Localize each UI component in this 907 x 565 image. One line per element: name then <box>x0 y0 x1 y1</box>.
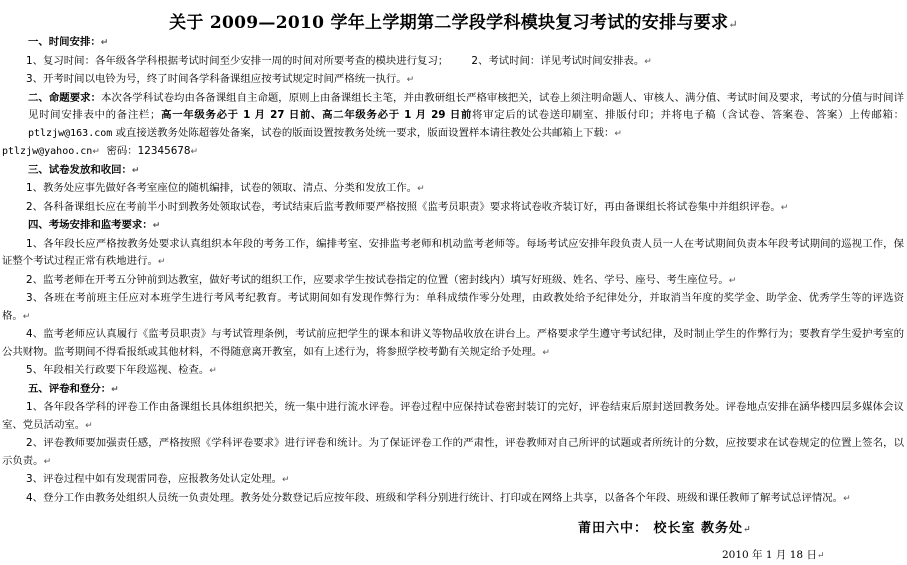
text-run: 2、监考老师在开考五分钟前到达教室，做好考试的组织工作，应要求学生按试卷指定的位置（密封线内）填写好班级、姓名、学号、座号、考生座位号。 <box>26 273 729 286</box>
paragraph-mark-icon: ↵ <box>728 275 737 286</box>
text-run: 将审定后的试卷送印刷室、排版付印；并将电子稿（含试卷、答案卷、答案）上传邮箱： <box>472 109 904 121</box>
section-heading-proposition: 二、命题要求： <box>28 91 102 104</box>
paragraph-mark-icon: ↵ <box>614 128 622 139</box>
paragraph-mark-icon: ↵ <box>281 475 290 485</box>
exam-room-line-2 <box>2 272 904 291</box>
paragraph-mark-icon: ↵ <box>22 311 31 322</box>
paragraph-mark-icon: ↵ <box>92 147 100 157</box>
paragraph-mark-icon: ↵ <box>728 18 738 31</box>
section-heading-papers <box>2 162 904 181</box>
paragraph-mark-icon: ↵ <box>157 257 166 267</box>
grading-line-4 <box>2 490 904 509</box>
text-run: 3、开考时间以电铃为号，终了时间各学科备课组应按考试规定时间严格统一执行。 <box>26 73 407 85</box>
section-heading-grading <box>2 381 904 400</box>
paragraph-mark-icon: ↵ <box>406 75 415 85</box>
text-run: 4、监考老师应认真履行《监考员职责》与考试管理条例，考试前应把学生的课本和讲义等物品收放在讲台上。严格要求学生遵守考试纪律，及时制止学生的作弊行为；要教育学生爱护考室的公共财物。监考期间不得看报纸或其他材料，不得随意离开教室，如有上述行为，将参照学校考勤有关规定给予处理。 <box>2 328 904 358</box>
exam-room-line-4 <box>2 326 904 362</box>
papers-line-1 <box>2 180 904 199</box>
document-date <box>722 547 825 562</box>
section-heading-time <box>2 34 904 53</box>
text-run: 2、考试时间：详见考试时间安排表。 <box>471 54 645 67</box>
paragraph-mark-icon: ↵ <box>100 38 109 48</box>
section-proposition <box>2 90 904 144</box>
grading-line-2 <box>2 435 904 471</box>
grading-line-1 <box>2 399 904 435</box>
email-link-163[interactable]: ptlzjw@163.com <box>28 127 113 139</box>
paragraph-mark-icon: ↵ <box>190 147 199 157</box>
text-run: 1、各年段长应严格按教务处要求认真组织本年段的考务工作，编排考室、安排监考老师和机动监考老师等。每场考试应安排年段负责人员一人在考试期间负责本年段考试期间的巡视工作，保证整个考试过程正常有秩地进行。 <box>2 237 904 267</box>
paragraph-mark-icon: ↵ <box>644 56 652 67</box>
time-start-line <box>2 71 904 90</box>
paragraph-mark-icon: ↵ <box>417 184 425 194</box>
grading-line-3 <box>2 471 904 490</box>
paragraph-mark-icon: ↵ <box>152 221 161 231</box>
exam-room-line-3 <box>2 290 904 326</box>
paragraph-mark-icon: ↵ <box>542 347 550 358</box>
email-link-yahoo[interactable]: ptlzjw@yahoo.cn <box>2 146 93 157</box>
text-run: 1、教务处应事先做好各考室座位的随机编排，试卷的领取、清点、分类和发放工作。 <box>26 182 418 194</box>
section-heading-exam-room <box>2 217 904 236</box>
text-run: 1、各年段各学科的评卷工作由备课组长具体组织把关，统一集中进行流水评卷。评卷过程中应保持试卷密封装订的完好，评卷结束后原封送回教务处。评卷地点安排在涵华楼四层多媒体会议室、党员活动室。 <box>2 401 904 431</box>
text-run: 2、评卷教师要加强责任感，严格按照《学科评卷要求》进行评卷和统计。为了保证评卷工作的严肃性，评卷教师对自己所评的试题或者所统计的分数，应按要求在试卷规定的位置上签名，以示负责。 <box>2 437 904 467</box>
papers-line-2 <box>2 199 904 218</box>
paragraph-mark-icon: ↵ <box>780 202 789 213</box>
deadline-text: 高一年级务必于 1 月 27 日前、高二年级务必于 1 月 29 日前 <box>160 109 473 121</box>
text-run: 密码：12345678 <box>106 145 191 157</box>
paragraph-mark-icon: ↵ <box>131 165 140 176</box>
document-body <box>2 34 904 508</box>
paragraph-mark-icon: ↵ <box>843 493 851 504</box>
title-text: 关于 2009—2010 学年上学期第二学段学科模块复习考试的安排与要求 <box>169 13 729 33</box>
exam-room-line-1 <box>2 236 904 272</box>
document-title <box>0 8 907 33</box>
paragraph-mark-icon: ↵ <box>111 384 119 395</box>
text-run: 1、复习时间：各年级各学科根据考试时间至少安排一周的时间对所要考查的模块进行复习； <box>26 54 449 67</box>
signature <box>578 517 752 536</box>
text-run: 三、试卷发放和收回： <box>28 163 132 176</box>
text-run: 4、登分工作由教务处组织人员统一负责处理。教务处分数登记后应按年段、班级和学科分别进行统计、打印或在网络上共享，以备各个年段、班级和课任教师了解考试总评情况。 <box>26 491 844 504</box>
text-run: 2、各科备课组长应在考前半小时到教务处领取试卷，考试结束后监考教师要严格按照《监考员职责》要求将试卷收齐装订好，再由备课组长将试卷集中并组织评卷。 <box>26 200 781 213</box>
time-review-line <box>2 53 904 72</box>
paragraph-mark-icon: ↵ <box>85 420 93 431</box>
text-run: 五、评卷和登分： <box>28 382 112 395</box>
text-run: 莆田六中： 校长室 教务处 <box>578 521 744 536</box>
paragraph-mark-icon: ↵ <box>743 525 752 535</box>
email-password-line <box>2 143 904 162</box>
text-run: 一、时间安排： <box>28 36 101 48</box>
paragraph-mark-icon: ↵ <box>816 551 825 561</box>
paragraph-mark-icon: ↵ <box>209 366 217 376</box>
paragraph-mark-icon: ↵ <box>43 456 52 467</box>
text-run: 本次各学科试卷均由各备课组自主命题，原则上由备课组长主笔，并由教研组长严格审核把关，试卷上须注明命题人、审核人、满分值、考试时间及要求，考试的分值与时间详见时间安排表中的备注栏； <box>28 91 905 121</box>
exam-room-line-5 <box>2 362 904 381</box>
text-run: 3、各班在考前班主任应对本班学生进行考风考纪教育。考试期间如有发现作弊行为：单科成绩作零分处理，由政教处给予纪律处分，并取消当年度的奖学金、助学金、优秀学生等的评选资格。 <box>2 292 904 322</box>
text-run: 或直接送教务处陈超蓉处备案，试卷的版面设置按教务处统一要求，版面设置样本请往教处公共邮箱上下载： <box>115 126 615 139</box>
text-run: 5、年段相关行政要下年段巡视、检查。 <box>26 364 210 376</box>
text-run: 2010 年 1 月 18 日 <box>722 549 817 561</box>
text-run: 3、评卷过程中如有发现雷同卷，应报教务处认定处理。 <box>26 473 282 485</box>
text-run: 四、考场安排和监考要求： <box>28 219 153 231</box>
